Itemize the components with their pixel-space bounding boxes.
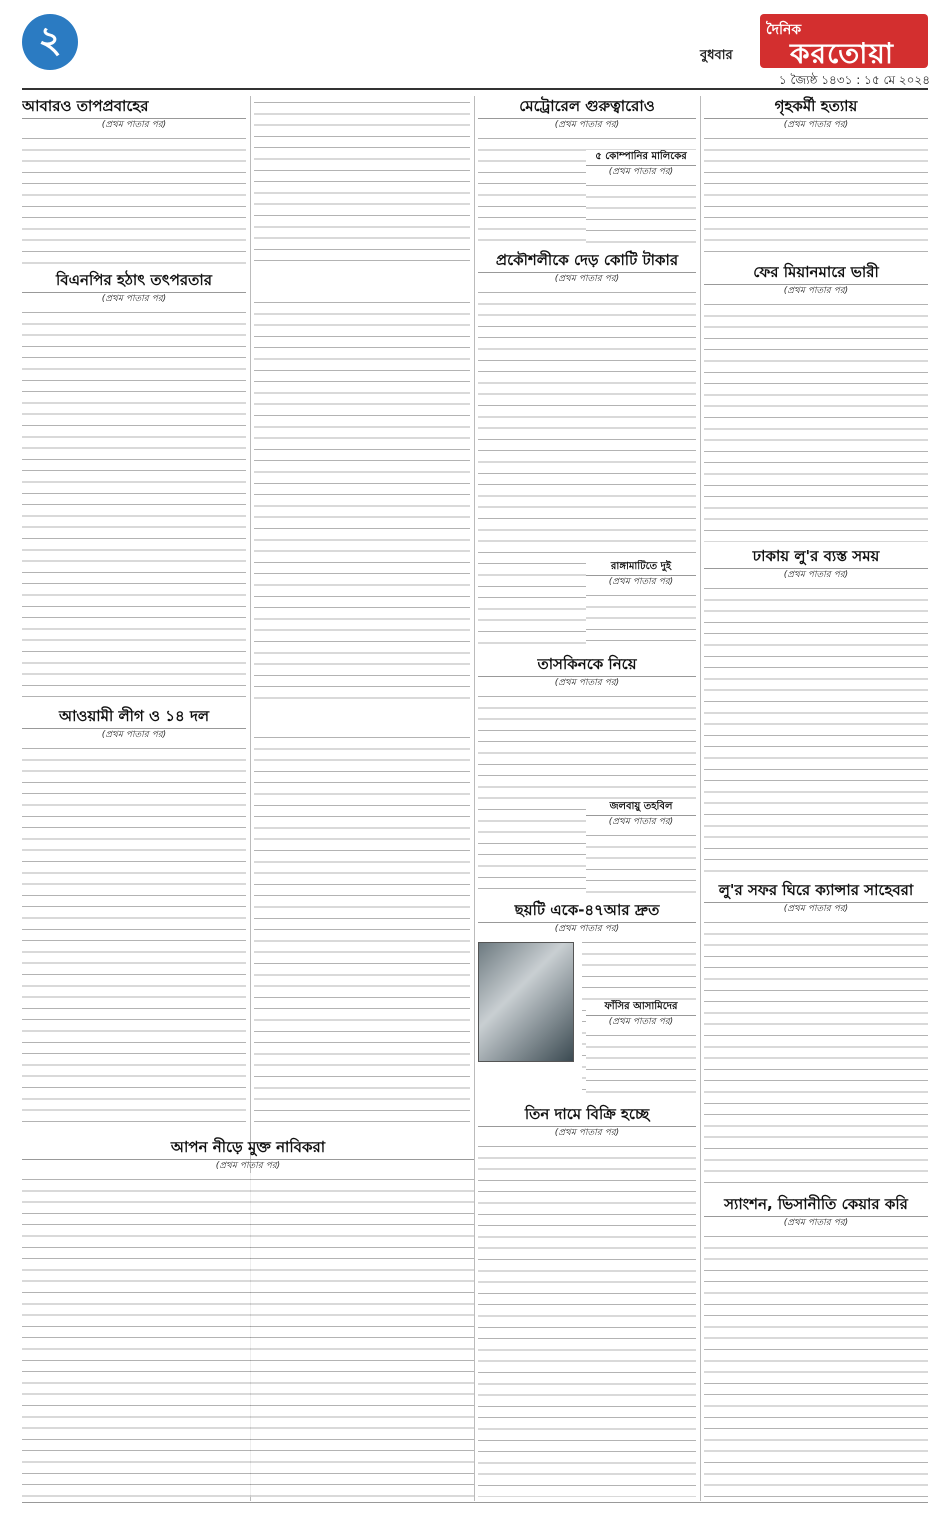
story-continued: (প্রথম পাতার পর) bbox=[215, 1161, 281, 1171]
story-continued: (প্রথম পাতার পর) bbox=[783, 286, 849, 296]
story-continued: (প্রথম পাতার পর) bbox=[608, 1017, 674, 1027]
column-divider bbox=[700, 96, 701, 1501]
story-body bbox=[586, 1029, 696, 1100]
story-body bbox=[704, 1230, 928, 1497]
column-divider bbox=[474, 96, 475, 1501]
logo-title: করতোয়া bbox=[790, 37, 894, 70]
masthead bbox=[0, 0, 945, 92]
newspaper-logo bbox=[760, 14, 928, 68]
story-headline: রাঙ্গামাটিতে দুই bbox=[586, 560, 696, 576]
news-photo bbox=[478, 942, 574, 1062]
story-headline: ফাঁসির আসামিদের bbox=[586, 1000, 696, 1016]
bottom-rule bbox=[22, 1502, 928, 1503]
story-continued: (প্রথম পাতার পর) bbox=[608, 167, 674, 177]
story-continued: (প্রথম পাতার পর) bbox=[783, 1218, 849, 1228]
story-body bbox=[22, 132, 246, 266]
story-heatwave bbox=[22, 96, 246, 266]
story-body bbox=[586, 179, 696, 246]
story-headline: ৫ কোম্পানির মালিকের bbox=[586, 150, 696, 166]
story-three-prices bbox=[478, 1104, 696, 1497]
page-number: ২ bbox=[22, 14, 78, 70]
story-continued: (প্রথম পাতার পর) bbox=[554, 678, 620, 688]
story-body bbox=[704, 298, 928, 542]
story-continued: (প্রথম পাতার পর) bbox=[554, 120, 620, 130]
logo-daily: দৈনিক bbox=[766, 22, 802, 38]
story-headline: আপন নীড়ে মুক্ত নাবিকরা bbox=[22, 1137, 474, 1160]
story-continued: (প্রথম পাতার পর) bbox=[554, 1128, 620, 1138]
story-headline: ছয়টি একে-৪৭আর দ্রুত bbox=[478, 900, 696, 923]
story-body bbox=[478, 1140, 696, 1497]
story-continued: (প্রথম পাতার পর) bbox=[554, 274, 620, 284]
story-body bbox=[704, 132, 928, 256]
story-continued: (প্রথম পাতার পর) bbox=[783, 904, 849, 914]
story-body bbox=[586, 829, 696, 894]
story-continued: (প্রথম পাতার পর) bbox=[783, 120, 849, 130]
weekday: বুধবার bbox=[700, 48, 733, 63]
story-continued: (প্রথম পাতার পর) bbox=[608, 817, 674, 827]
story-sanction bbox=[704, 1194, 928, 1497]
story-headline: আবারও তাপপ্রবাহের bbox=[22, 96, 246, 119]
story-bnp-cont bbox=[254, 296, 470, 700]
story-continued: (প্রথম পাতার পর) bbox=[101, 120, 167, 130]
story-body bbox=[22, 306, 246, 700]
story-headline: গৃহকর্মী হত্যায় bbox=[704, 96, 928, 119]
story-body bbox=[254, 731, 470, 1131]
story-five-companies bbox=[586, 150, 696, 246]
story-heatwave-cont bbox=[254, 96, 470, 266]
story-continued: (প্রথম পাতার পর) bbox=[783, 570, 849, 580]
story-rangamati bbox=[586, 560, 696, 650]
story-continued: (প্রথম পাতার পর) bbox=[554, 924, 620, 934]
story-hanging bbox=[586, 1000, 696, 1100]
story-awami-cont bbox=[254, 731, 470, 1131]
story-body bbox=[22, 742, 246, 1131]
story-myanmar bbox=[704, 262, 928, 542]
story-housemaid bbox=[704, 96, 928, 256]
story-continued: (প্রথম পাতার পর) bbox=[101, 730, 167, 740]
story-climate-fund bbox=[586, 800, 696, 894]
story-body bbox=[254, 296, 470, 700]
story-headline: স্যাংশন, ভিসানীতি কেয়ার করি bbox=[704, 1194, 928, 1217]
story-headline: আওয়ামী লীগ ও ১৪ দল bbox=[22, 706, 246, 729]
story-bnp bbox=[22, 270, 246, 700]
story-body bbox=[586, 589, 696, 650]
story-headline: তাসকিনকে নিয়ে bbox=[478, 654, 696, 677]
story-continued: (প্রথম পাতার পর) bbox=[101, 294, 167, 304]
story-headline: প্রকৌশলীকে দেড় কোটি টাকার bbox=[478, 250, 696, 273]
story-awami-league bbox=[22, 706, 246, 1131]
story-lu-dhaka bbox=[704, 546, 928, 876]
story-headline: মেট্রোরেল গুরুত্বারোও bbox=[478, 96, 696, 119]
story-body bbox=[704, 916, 928, 1190]
story-headline: ফের মিয়ানমারে ভারী bbox=[704, 262, 928, 285]
story-continued: (প্রথম পাতার পর) bbox=[608, 577, 674, 587]
story-lu-visit bbox=[704, 880, 928, 1190]
story-body bbox=[22, 1173, 474, 1497]
story-headline: তিন দামে বিক্রি হচ্ছে bbox=[478, 1104, 696, 1127]
story-sailors bbox=[22, 1137, 474, 1497]
story-headline: জলবায়ু তহবিল bbox=[586, 800, 696, 816]
masthead-rule bbox=[22, 88, 928, 90]
dateline: ১ জ্যৈষ্ঠ ১৪৩১ : ১৫ মে ২০২৪ bbox=[778, 73, 930, 87]
story-body bbox=[254, 96, 470, 266]
story-headline: ঢাকায় লু'র ব্যস্ত সময় bbox=[704, 546, 928, 569]
story-body bbox=[704, 582, 928, 876]
story-headline: বিএনপির হঠাৎ তৎপরতার bbox=[22, 270, 246, 293]
story-headline: লু'র সফর ঘিরে ক্যান্সার সাহেবরা bbox=[704, 880, 928, 903]
